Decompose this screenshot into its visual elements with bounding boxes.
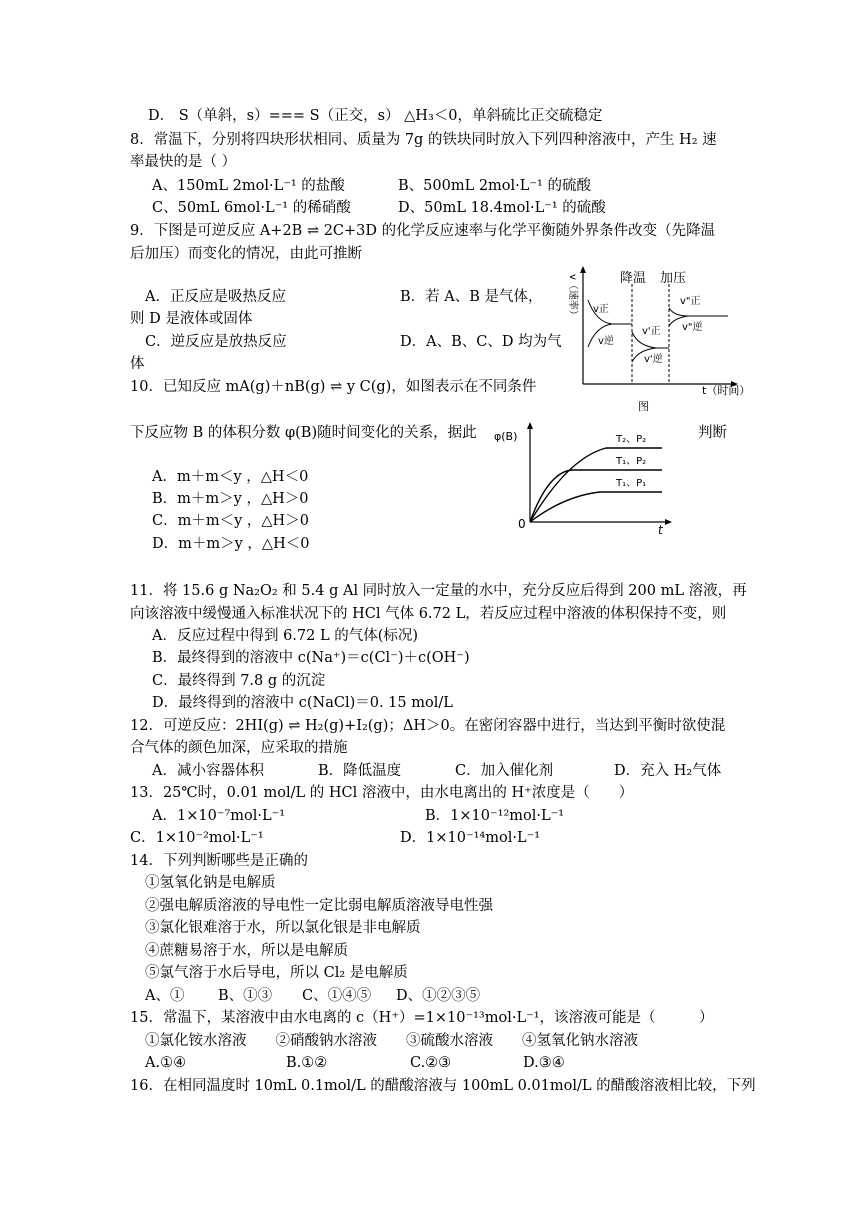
- q14-option-d: D、①②③⑤: [396, 988, 481, 1004]
- q8-option-b: B、500mL 2mol·L⁻¹ 的硫酸: [398, 178, 591, 194]
- q12-stem-cont: 合气体的颜色加深，应采取的措施: [130, 740, 348, 756]
- q12-option-b: B．降低温度: [318, 763, 402, 779]
- q9-stem: 9．下图是可逆反应 A+2B ⇌ 2C+3D 的化学反应速率与化学平衡随外界条件改变（先降温: [130, 223, 716, 239]
- q14-option-c: C、①④⑤: [302, 988, 372, 1004]
- q10-stem: 10．已知反应 mA(g)＋nB(g) ⇌ y C(g)，如图表示在不同条件: [130, 379, 537, 395]
- q9-caption: 图: [638, 400, 649, 413]
- q10-y-arrow: [527, 422, 533, 429]
- q12-option-c: C．加入催化剂: [455, 763, 554, 779]
- q9-option-d: D．A、B、C、D 均为气: [400, 334, 562, 350]
- q15-option-d: D.③④: [523, 1055, 565, 1071]
- q9-rate-figure: [556, 262, 756, 417]
- q9-y-arrow: [580, 266, 586, 273]
- q10-stem-cont-2: 判断: [698, 425, 727, 441]
- q9-v-forward-label-1: v正: [593, 304, 609, 315]
- q10-x-label: t: [658, 523, 663, 535]
- q15-stem: 15．常温下，某溶液中由水电离的 c（H⁺）=1×10⁻¹³mol·L⁻¹，该溶液可能是（ ）: [130, 1010, 714, 1026]
- q9-option-b-cont: 则 D 是液体或固体: [130, 311, 253, 327]
- q9-v-forward-label-2: v'正: [642, 326, 661, 337]
- q9-option-d-cont: 体: [130, 356, 145, 372]
- q8-stem: 8．常温下，分别将四块形状相同、质量为 7g 的铁块同时放入下列四种溶液中，产生 H₂ 速: [130, 132, 717, 148]
- q9-y-label: v（速率）: [567, 274, 578, 320]
- q10-option-d: D．m＋m＞y ，△H＜0: [152, 536, 310, 552]
- q13-option-d: D．1×10⁻¹⁴mol·L⁻¹: [400, 830, 541, 846]
- q11-stem: 11．将 15.6 g Na₂O₂ 和 5.4 g Al 同时放入一定量的水中，充分反应后得到 200 mL 溶液，再: [130, 583, 747, 599]
- q10-curve-label-t2p2: T₂、P₂: [616, 434, 647, 445]
- q10-origin: 0: [518, 517, 526, 531]
- q14-statement-4: ④蔗糖易溶于水，所以是电解质: [145, 943, 348, 959]
- q12-option-d: D．充入 H₂气体: [614, 763, 722, 779]
- q9-option-c: C．逆反应是放热反应: [145, 334, 287, 350]
- q9-v-reverse-label-3: v"逆: [682, 322, 703, 333]
- q16-stem: 16．在相同温度时 10mL 0.1mol/L 的醋酸溶液与 100mL 0.01mol/L 的醋酸溶液相比较，下列: [130, 1078, 756, 1094]
- q8-option-d: D、50mL 18.4mol·L⁻¹ 的硫酸: [398, 200, 606, 216]
- q13-option-a: A．1×10⁻⁷mol·L⁻¹: [152, 808, 286, 824]
- q14-statement-2: ②强电解质溶液的导电性一定比弱电解质溶液导电性强: [145, 898, 493, 914]
- q11-option-c: C．最终得到 7.8 g 的沉淀: [152, 673, 326, 689]
- q10-curve-label-t1p2: T₁、P₂: [616, 456, 647, 467]
- q9-option-b: B．若 A、B 是气体，: [400, 289, 543, 305]
- q11-stem-cont: 向该溶液中缓慢通入标准状况下的 HCl 气体 6.72 L，若反应过程中溶液的体积保持不变，则: [130, 606, 727, 622]
- q14-stem: 14．下列判断哪些是正确的: [130, 853, 308, 869]
- q10-option-c: C．m＋m＜y ，△H＞0: [152, 513, 309, 529]
- q9-v-forward-label-3: v"正: [680, 296, 701, 307]
- q11-option-d: D．最终得到的溶液中 c(NaCl)＝0. 15 mol/L: [152, 695, 453, 711]
- q14-statement-1: ①氢氧化钠是电解质: [145, 875, 276, 891]
- q10-y-label: φ(B): [494, 430, 518, 443]
- q13-option-b: B．1×10⁻¹²mol·L⁻¹: [425, 808, 565, 824]
- q7-option-d: D． S（单斜，s）=== S（正交，s） △H₃＜0，单斜硫比正交硫稳定: [148, 108, 603, 124]
- q9-stem-cont: 后加压）而变化的情况，由此可推断: [130, 246, 362, 262]
- q11-option-b: B．最终得到的溶液中 c(Na⁺)＝c(Cl⁻)＋c(OH⁻): [152, 650, 470, 666]
- q13-stem: 13．25℃时，0.01 mol/L 的 HCl 溶液中，由水电离出的 H⁺浓度是（ ）: [130, 785, 634, 801]
- q8-option-c: C、50mL 6mol·L⁻¹ 的稀硝酸: [152, 200, 351, 216]
- q9-v-forward-curve-3: [669, 308, 728, 316]
- q14-statement-5: ⑤氯气溶于水后导电，所以 Cl₂ 是电解质: [145, 965, 408, 981]
- q12-option-a: A．减小容器体积: [152, 763, 264, 779]
- q13-option-c: C．1×10⁻²mol·L⁻¹: [130, 830, 264, 846]
- q9-x-label: t（时间）: [702, 384, 751, 397]
- q10-option-b: B．m＋m＞y ，△H＞0: [152, 491, 309, 507]
- q11-option-a: A．反应过程中得到 6.72 L 的气体(标况): [152, 628, 419, 644]
- q9-v-reverse-label-2: v'逆: [644, 354, 663, 365]
- q15-option-b: B.①②: [286, 1055, 328, 1071]
- q9-v-reverse-label-1: v逆: [598, 336, 614, 347]
- q8-option-a: A、150mL 2mol·L⁻¹ 的盐酸: [152, 178, 345, 194]
- q9-option-a: A．正反应是吸热反应: [145, 289, 286, 305]
- q9-label-cool: 降温: [620, 271, 647, 286]
- q10-phi-figure: [490, 420, 680, 535]
- q14-option-a: A、①: [145, 988, 185, 1004]
- q15-items: ①氯化铵水溶液 ②硝酸钠水溶液 ③硫酸水溶液 ④氢氧化钠水溶液: [145, 1033, 638, 1049]
- q15-option-a: A.①④: [145, 1055, 187, 1071]
- q8-stem-cont: 率最快的是（ ）: [130, 154, 237, 170]
- q10-option-a: A．m＋m＜y ，△H＜0: [152, 469, 309, 485]
- q14-option-b: B、①③: [218, 988, 273, 1004]
- q10-x-arrow: [665, 519, 672, 525]
- q10-curve-t1p1: [530, 492, 662, 522]
- q14-statement-3: ③氯化银难溶于水，所以氯化银是非电解质: [145, 920, 421, 936]
- q9-label-press: 加压: [660, 271, 687, 286]
- q15-option-c: C.②③: [410, 1055, 452, 1071]
- q10-stem-cont: 下反应物 B 的体积分数 φ(B)随时间变化的关系，据此: [130, 425, 477, 441]
- q10-curve-label-t1p1: T₁、P₁: [616, 478, 647, 489]
- q12-stem: 12．可逆反应：2HI(g) ⇌ H₂(g)+I₂(g)；ΔH＞0。在密闭容器中进行，当达到平衡时欲使混: [130, 718, 726, 734]
